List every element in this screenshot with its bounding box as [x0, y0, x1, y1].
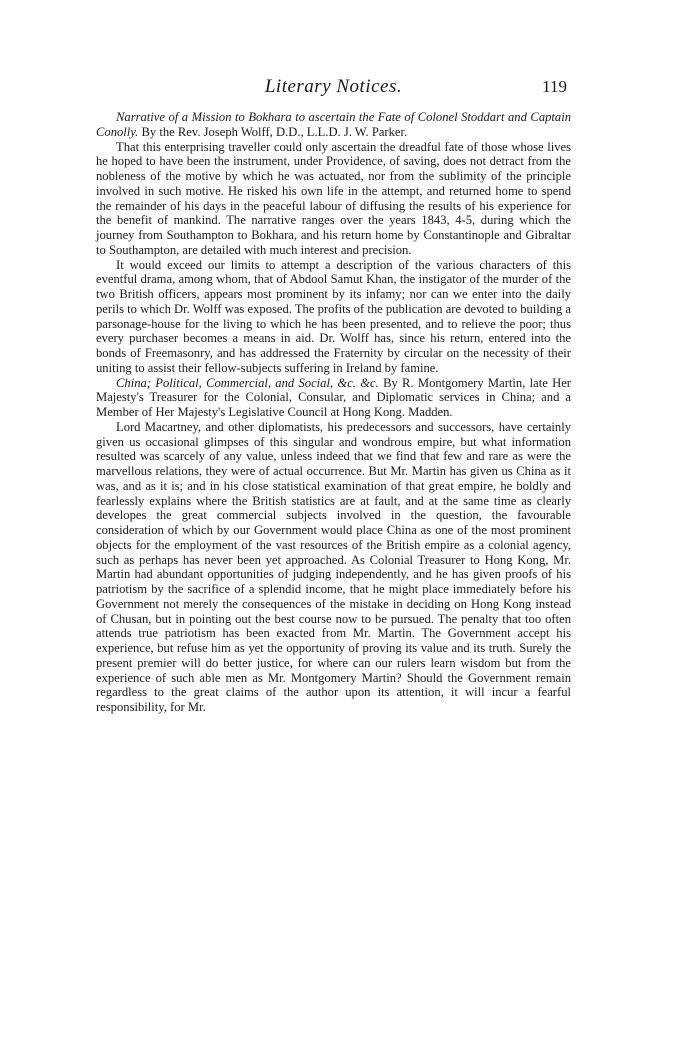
paragraph: Lord Macartney, and other diplomatists, his predecessors and successors, have certainly given us occasional glimpses of this singular and wondrous empire, but what information resulted was scarcely of any value, unless indeed that we find that few and rare as were the marvellous relations, they were of actual occurrence. But Mr. Martin has given us China as it was, and as it is; and in his close statistical examination of that great empire, he boldly and fearlessly explains where the British statistics are at fault, and at the same time as clearly developes the great commercial subjects involved in the question, the favourable consideration of which by our Government would place China as one of the most prominent objects for the employment of the vast resources of the British empire as a colonial agency, such as perhaps has never been yet approached. As Colonial Treasurer to Hong Kong, Mr. Martin had abundant opportunities of judging independently, and he has given proofs of his patriotism by the sacrifice of a splendid income, that he might place immediately before his Government not merely the consequences of the mistake in deciding on Hong Kong instead of Chusan, but in pointing out the best course now to be pursued. The penalty that too often attends true patriotism has been exacted from Mr. Martin. The Government accept his experience, but refuse him as yet the opportunity of proving its value and its truth. Surely the present premier will do better justice, for where can our rulers learn wisdom but from the experience of such able men as Mr. Montgomery Martin? Should the Government remain regardless to the great claims of the author upon its attention, it will incur a fearful responsibility, for Mr. — [96, 419, 571, 714]
notice-meta: By R. Montgomery Martin, late Her Majesty's Treasurer for the Colonial, Consular, and Diplomatic services in China; and a Member of Her Majesty's Legislative Council at Hong Kong. Madden. — [96, 375, 571, 419]
notice-meta: By the Rev. Joseph Wolff, D.D., L.L.D. J. W. Parker. — [141, 124, 408, 139]
notice-heading — [96, 110, 571, 140]
page-body — [96, 110, 571, 715]
notice-title: Narrative of a Mission to Bokhara to ascertain the Fate of Colonel Stoddart and Captain Conolly. — [96, 110, 571, 139]
page-number: 119 — [542, 77, 567, 96]
book-page — [96, 0, 571, 1052]
notice-title: China; Political, Commercial, and Social, &c. &c. — [116, 375, 379, 390]
notice-heading — [96, 376, 571, 420]
paragraph: That this enterprising traveller could only ascertain the dreadful fate of those whose lives he hoped to have been the instrument, under Providence, of saving, does not detract from the nobleness of the motive by which he was actuated, nor from the sublimity of the principle involved in such motive. He risked his own life in the attempt, and returned home to spend the remainder of his days in the peaceful labour of diffusing the results of his experience for the benefit of mankind. The narrative ranges over the years 1843, 4-5, during which the journey from Southampton to Bokhara, and his return home by Constantinople and Gibraltar to Southampton, are detailed with much interest and precision. — [96, 139, 571, 257]
paragraph: It would exceed our limits to attempt a description of the various characters of this eventful drama, among whom, that of Abdool Samut Khan, the instigator of the murder of the two British officers, appears most prominent by its infamy; nor can we enter into the daily perils to which Dr. Wolff was exposed. The profits of the publication are devoted to building a parsonage-house for the living to which he has been presented, and to relieve the poor; thus every purchaser becomes a means in aid. Dr. Wolff has, since his return, entered into the bonds of Freemasonry, and has addressed the Fraternity by circular on the necessity of their uniting to assist their fellow-subjects suffering in Ireland by famine. — [96, 257, 571, 375]
page-header — [96, 76, 571, 102]
running-title: Literary Notices. — [264, 76, 403, 97]
